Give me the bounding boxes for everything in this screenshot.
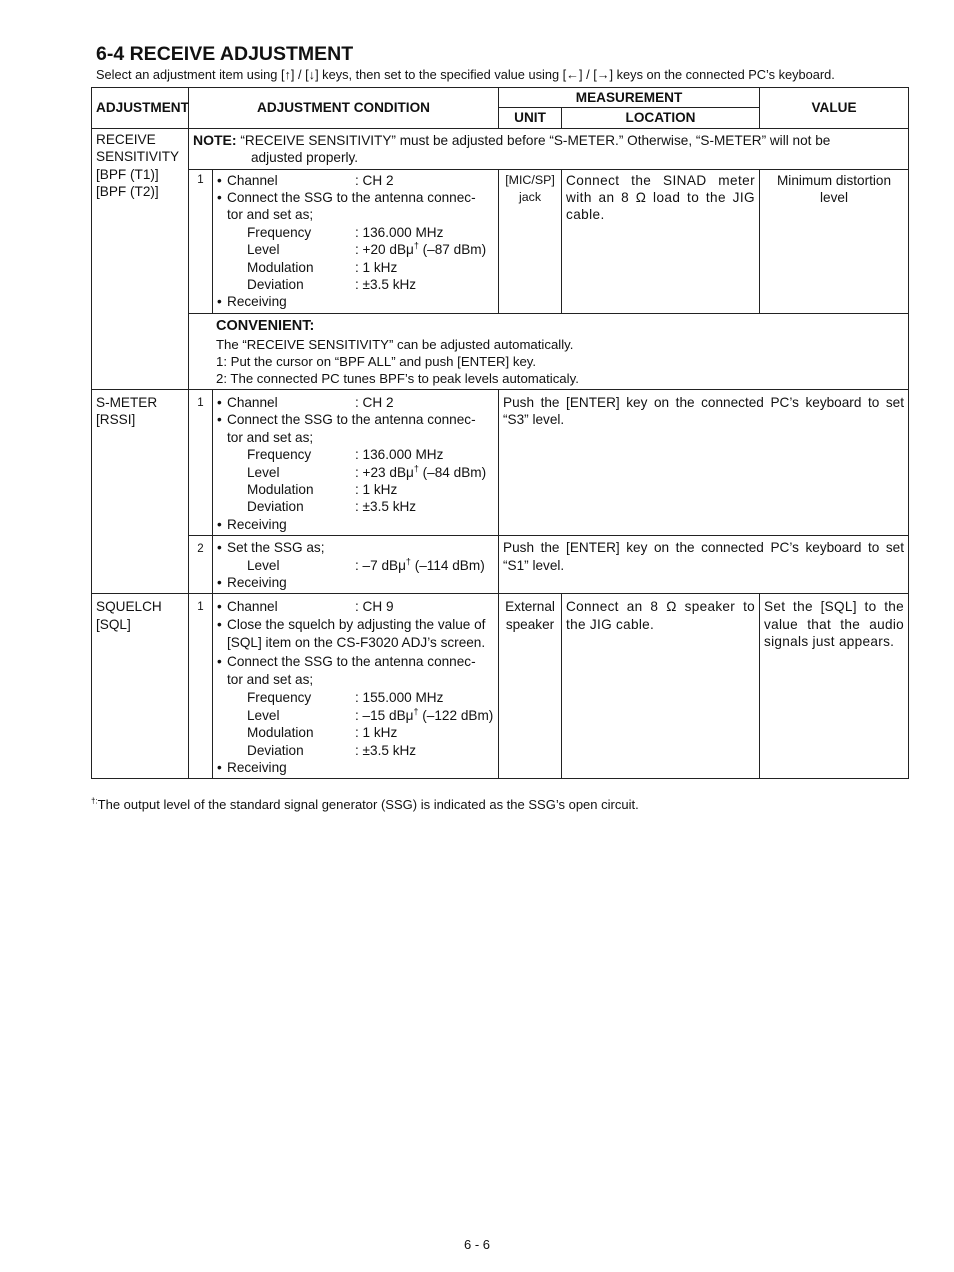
header-measurement: MEASUREMENT — [499, 88, 760, 108]
level-dbm: (–84 dBm) — [418, 464, 487, 480]
unit-line: jack — [518, 190, 542, 205]
level-value: : +23 dBμ — [355, 464, 414, 480]
modulation-value: : 1 kHz — [355, 481, 398, 497]
header-condition: ADJUSTMENT CONDITION — [189, 88, 499, 129]
level-dbm: (–122 dBm) — [418, 707, 494, 723]
table-row — [92, 169, 909, 313]
channel-label: • Channel — [227, 172, 278, 188]
intro-text: Select an adjustment item using [↑] / [↓] keys, then set to the specified value using [←] / [→] keys on the connected PC’s keyboard. — [96, 67, 835, 82]
table-row — [92, 594, 909, 779]
receiving-text: • Receiving — [217, 293, 494, 310]
unit-cell — [499, 169, 562, 313]
page-number: 6 - 6 — [463, 1237, 490, 1252]
step-number: 1 — [189, 594, 213, 779]
convenient-line: The “RECEIVE SENSITIVITY” can be adjusted automatically. — [216, 336, 574, 352]
modulation-label: Modulation — [247, 259, 314, 275]
table-row — [92, 536, 909, 594]
note-label: NOTE: — [193, 131, 237, 148]
channel-value: : CH 9 — [355, 599, 394, 615]
condition-cell — [213, 169, 499, 313]
value-cell: Minimum distortion level — [760, 169, 909, 313]
channel-value: : CH 2 — [355, 394, 394, 410]
deviation-label: Deviation — [247, 499, 304, 515]
header-location: LOCATION — [562, 108, 760, 128]
frequency-value: : 155.000 MHz — [355, 690, 444, 706]
modulation-label: Modulation — [247, 481, 314, 497]
footnote — [91, 796, 639, 813]
location-cell: Connect the SINAD meter with an 8 Ω load to the JIG cable. — [562, 169, 760, 313]
deviation-value: : ±3.5 kHz — [355, 277, 417, 293]
name-line: [BPF (T2)] — [96, 184, 159, 200]
frequency-label: Frequency — [247, 690, 312, 706]
convenient-cell — [189, 313, 909, 389]
level-label: Level — [247, 707, 280, 723]
header-value: VALUE — [760, 88, 909, 129]
unit-line: External — [505, 599, 555, 615]
receiving-text: • Receiving — [217, 759, 494, 776]
name-line: [SQL] — [96, 616, 131, 632]
step-number: 1 — [189, 169, 213, 313]
table-row — [92, 313, 909, 389]
condition-cell — [213, 536, 499, 594]
name-line: S-METER — [96, 394, 158, 410]
level-value: : +20 dBμ — [355, 242, 414, 258]
unit-cell — [499, 594, 562, 779]
receiving-text: • Receiving — [217, 574, 494, 591]
unit-line: [MIC/SP] — [505, 172, 555, 187]
level-dbm: (–87 dBm) — [418, 242, 487, 258]
set-ssg-text: • Set the SSG as; — [227, 540, 325, 556]
level-label: Level — [247, 464, 280, 480]
name-line: [RSSI] — [96, 412, 136, 428]
adjustment-name-squelch — [92, 594, 189, 779]
step-number: 1 — [189, 389, 213, 535]
header-row — [92, 88, 909, 108]
connect-text-cont: tor and set as; — [227, 207, 314, 223]
condition-cell — [213, 594, 499, 779]
frequency-value: : 136.000 MHz — [355, 224, 444, 240]
name-line: RECEIVE — [96, 131, 156, 147]
name-line: [BPF (T1)] — [96, 166, 159, 182]
unit-line: speaker — [505, 616, 555, 632]
deviation-label: Deviation — [247, 742, 304, 758]
level-value: : –7 dBμ — [355, 557, 406, 573]
table-row — [92, 128, 909, 169]
location-cell: Connect an 8 Ω speaker to the JIG cable. — [562, 594, 760, 779]
level-dbm: (–114 dBm) — [410, 557, 485, 573]
modulation-value: : 1 kHz — [355, 725, 398, 741]
level-value: : –15 dBμ — [355, 707, 414, 723]
note-text: “RECEIVE SENSITIVITY” must be adjusted before “S-METER.” Otherwise, “S-METER” will not be — [240, 132, 831, 148]
connect-text-cont: tor and set as; — [227, 429, 314, 445]
close-squelch-text-cont: [SQL] item on the CS-F3020 ADJ’s screen. — [227, 635, 486, 651]
value-cell: Set the [SQL] to the value that the audio signals just appears. — [760, 594, 909, 779]
step-number: 2 — [189, 536, 213, 594]
note-cell — [189, 128, 909, 169]
table-row — [92, 389, 909, 535]
name-line: SENSITIVITY — [96, 149, 180, 165]
level-label: Level — [247, 557, 280, 573]
frequency-label: Frequency — [247, 447, 312, 463]
header-unit: UNIT — [499, 108, 562, 128]
dagger-mark: † — [413, 240, 419, 251]
deviation-value: : ±3.5 kHz — [355, 742, 417, 758]
deviation-label: Deviation — [247, 277, 304, 293]
adjustment-name-s-meter — [92, 389, 189, 593]
modulation-label: Modulation — [247, 725, 314, 741]
condition-cell — [213, 389, 499, 535]
receive-adjustment-table — [91, 87, 909, 779]
result-cell: Push the [ENTER] key on the connected PC’s keyboard to set “S3” level. — [499, 389, 909, 535]
frequency-label: Frequency — [247, 224, 312, 240]
dagger-mark: † — [413, 462, 419, 473]
channel-value: : CH 2 — [355, 172, 394, 188]
close-squelch-text: • Close the squelch by adjusting the value of — [227, 616, 486, 632]
level-label: Level — [247, 242, 280, 258]
deviation-value: : ±3.5 kHz — [355, 499, 417, 515]
dagger-mark: † — [405, 556, 411, 566]
frequency-value: : 136.000 MHz — [355, 447, 444, 463]
convenient-line: 1: Put the cursor on “BPF ALL” and push [ENTER] key. — [216, 353, 537, 369]
name-line: SQUELCH — [96, 599, 162, 615]
footnote-mark: †: — [91, 796, 98, 806]
convenient-line: 2: The connected PC tunes BPF’s to peak levels automaticaly. — [216, 370, 579, 386]
connect-text: • Connect the SSG to the antenna connec- — [227, 412, 476, 428]
channel-label: • Channel — [227, 394, 278, 410]
page-title: 6-4 RECEIVE ADJUSTMENT — [96, 43, 354, 65]
receiving-text: • Receiving — [217, 516, 494, 533]
modulation-value: : 1 kHz — [355, 259, 398, 275]
footnote-text: The output level of the standard signal generator (SSG) is indicated as the SSG’s open circuit. — [97, 797, 639, 812]
result-cell: Push the [ENTER] key on the connected PC’s keyboard to set “S1” level. — [499, 536, 909, 594]
connect-text: • Connect the SSG to the antenna connec- — [227, 190, 476, 206]
dagger-mark: † — [413, 706, 419, 717]
channel-label: • Channel — [227, 599, 278, 615]
note-text-cont: adjusted properly. — [251, 150, 359, 166]
adjustment-name-receive-sensitivity — [92, 128, 189, 389]
header-adjustment: ADJUSTMENT — [92, 88, 189, 129]
convenient-title: CONVENIENT: — [216, 317, 315, 334]
connect-text-cont: tor and set as; — [227, 671, 314, 687]
connect-text: • Connect the SSG to the antenna connec- — [227, 653, 476, 669]
